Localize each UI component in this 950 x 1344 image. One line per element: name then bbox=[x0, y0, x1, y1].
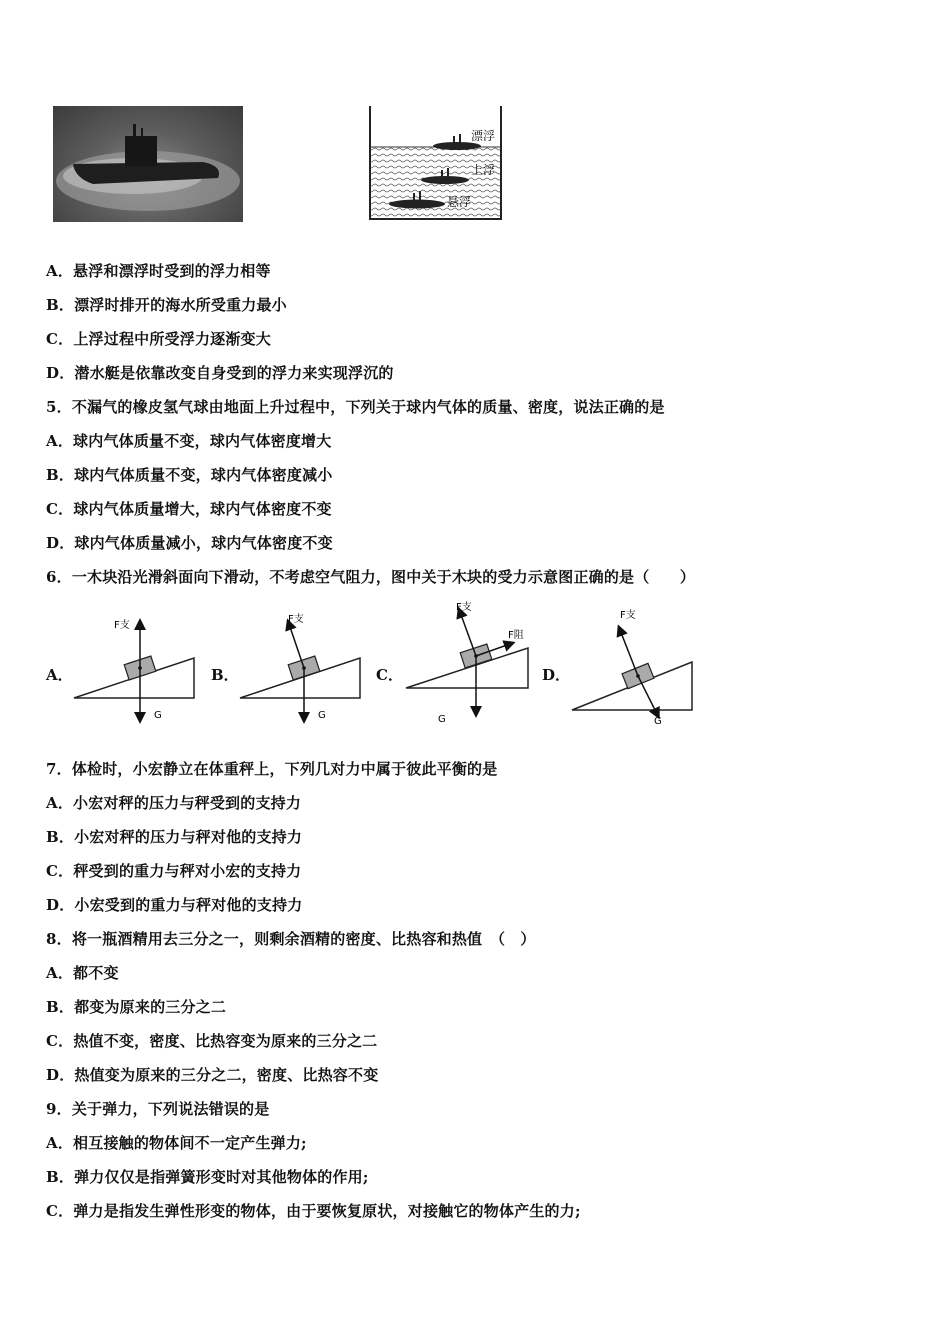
q4-option-b: B．漂浮时排开的海水所受重力最小 bbox=[46, 296, 287, 314]
q8-option-a: A．都不变 bbox=[46, 964, 119, 982]
q5-option-b: B．球内气体质量不变，球内气体密度减小 bbox=[46, 466, 333, 484]
q7-option-b: B．小宏对秤的压力与秤对他的支持力 bbox=[46, 828, 303, 846]
q4-option-c: C．上浮过程中所受浮力逐渐变大 bbox=[46, 330, 271, 348]
q6d-fsupport-label: F支 bbox=[620, 610, 636, 621]
label-rising: 上浮 bbox=[471, 163, 496, 177]
q6c-fsupport-label: F支 bbox=[456, 602, 472, 613]
q6-option-a-label: A． bbox=[46, 666, 73, 684]
q6-option-c-label: C． bbox=[376, 666, 403, 684]
q5-option-a: A．球内气体质量不变，球内气体密度增大 bbox=[46, 432, 332, 450]
q8-option-d: D．热值变为原来的三分之二，密度、比热容不变 bbox=[46, 1066, 379, 1084]
q8-option-b: B．都变为原来的三分之二 bbox=[46, 998, 227, 1016]
q6d-g-label: G bbox=[654, 716, 662, 727]
submarine-photo bbox=[53, 106, 243, 222]
q6-option-b-label: B． bbox=[211, 666, 239, 684]
q6-figure-c bbox=[402, 596, 542, 728]
q5-stem: 5．不漏气的橡皮氢气球由地面上升过程中，下列关于球内气体的质量、密度，说法正确的是 bbox=[46, 398, 665, 416]
q6-option-d-label: D． bbox=[542, 666, 571, 684]
q6b-fsupport-label: F支 bbox=[288, 614, 304, 625]
q6-figure-a bbox=[70, 612, 200, 728]
label-floating: 漂浮 bbox=[471, 129, 496, 143]
label-suspended: 悬浮 bbox=[447, 195, 472, 209]
q6-figure-b bbox=[236, 606, 366, 728]
q6-figure-d bbox=[568, 604, 698, 728]
q7-option-d: D．小宏受到的重力与秤对他的支持力 bbox=[46, 896, 303, 914]
q5-option-d: D．球内气体质量减小，球内气体密度不变 bbox=[46, 534, 333, 552]
q7-stem: 7．体检时，小宏静立在体重秤上，下列几对力中属于彼此平衡的是 bbox=[46, 760, 498, 778]
submarine-silhouette bbox=[53, 106, 243, 222]
q4-option-d: D．潜水艇是依靠改变自身受到的浮力来实现浮沉的 bbox=[46, 364, 394, 382]
q9-stem: 9．关于弹力，下列说法错误的是 bbox=[46, 1100, 270, 1118]
q8-option-c: C．热值不变，密度、比热容变为原来的三分之二 bbox=[46, 1032, 378, 1050]
q6b-g-label: G bbox=[318, 710, 326, 721]
q9-option-c: C．弹力是指发生弹性形变的物体，由于要恢复原状，对接触它的物体产生的力; bbox=[46, 1202, 581, 1220]
q6c-g-label: G bbox=[438, 714, 446, 725]
q7-option-c: C．秤受到的重力与秤对小宏的支持力 bbox=[46, 862, 302, 880]
tank-diagram bbox=[365, 104, 505, 224]
q6c-fresist-label: F阻 bbox=[508, 630, 524, 641]
q9-option-a: A．相互接触的物体间不一定产生弹力; bbox=[46, 1134, 307, 1152]
q8-stem: 8．将一瓶酒精用去三分之一，则剩余酒精的密度、比热容和热值 （ ） bbox=[46, 930, 536, 948]
q9-option-b: B．弹力仅仅是指弹簧形变时对其他物体的作用; bbox=[46, 1168, 369, 1186]
q4-option-a: A．悬浮和漂浮时受到的浮力相等 bbox=[46, 262, 271, 280]
q6a-g-label: G bbox=[154, 710, 162, 721]
q6-stem: 6．一木块沿光滑斜面向下滑动，不考虑空气阻力，图中关于木块的受力示意图正确的是（ ） bbox=[46, 568, 696, 586]
q5-option-c: C．球内气体质量增大，球内气体密度不变 bbox=[46, 500, 332, 518]
q6a-fsupport-label: F支 bbox=[114, 620, 130, 631]
q7-option-a: A．小宏对秤的压力与秤受到的支持力 bbox=[46, 794, 302, 812]
